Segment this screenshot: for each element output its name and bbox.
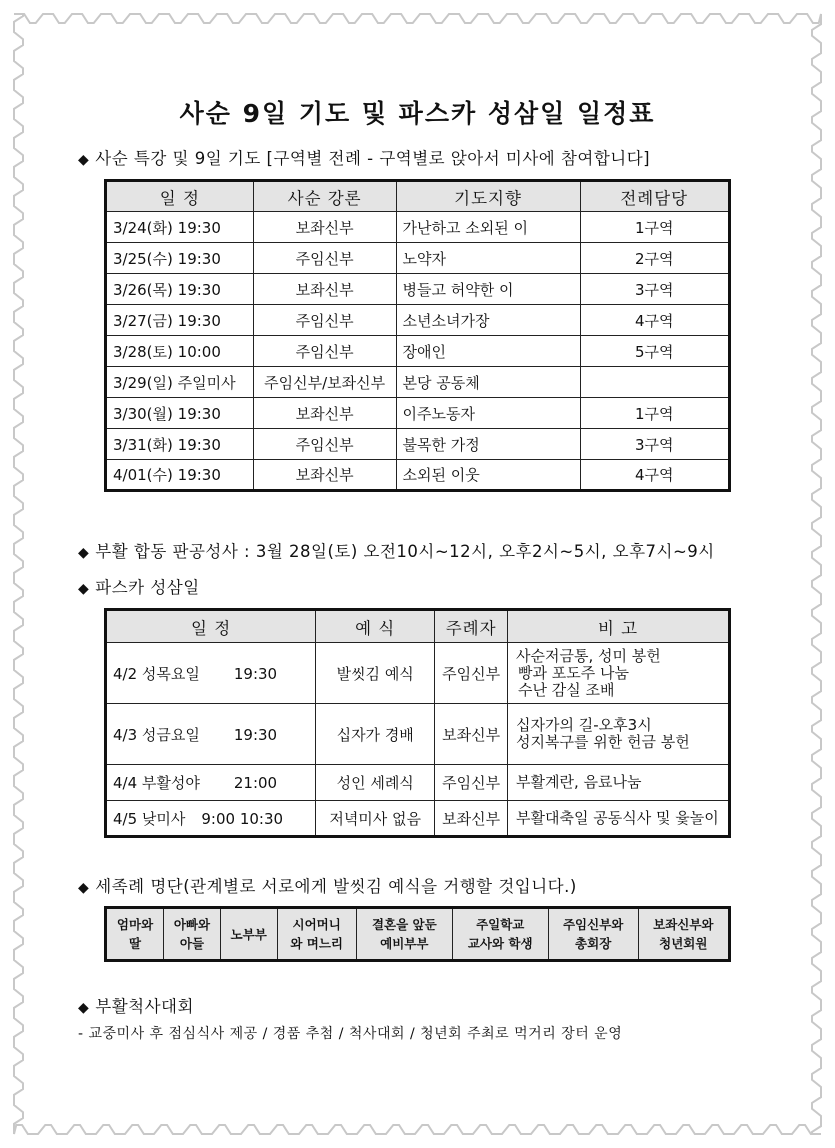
date-label: 4/3 성금요일	[113, 725, 200, 744]
pair-line: 시어머니	[292, 917, 341, 932]
cell-notes	[508, 801, 730, 837]
cell-celebrant: 보좌신부	[435, 801, 508, 837]
cell-date: 3/25(수) 19:30	[106, 243, 254, 274]
cell-lecturer: 주임신부/보좌신부	[253, 367, 396, 398]
column-header-date: 일 정	[106, 181, 254, 212]
cell-liturgy: 3구역	[580, 429, 730, 460]
cell-lecturer: 보좌신부	[253, 460, 396, 491]
cell-celebrant: 주임신부	[435, 765, 508, 801]
column-header-rite: 예 식	[316, 610, 435, 643]
table-row	[106, 305, 730, 336]
cell-intention: 소외된 이웃	[396, 460, 580, 491]
section-heading-text: 부활척사대회	[95, 997, 194, 1016]
cell-liturgy: 2구역	[580, 243, 730, 274]
cell-intention: 병들고 허약한 이	[396, 274, 580, 305]
diamond-bullet-icon: ◆	[78, 152, 90, 168]
pair-line: 청년회원	[659, 936, 708, 951]
pair-line: 아빠와	[173, 917, 211, 932]
cell-intention: 장애인	[396, 336, 580, 367]
column-header-notes: 비 고	[508, 610, 730, 643]
cell-date	[106, 643, 316, 704]
table-row	[106, 704, 730, 765]
note-line: 사순저금통, 성미 봉헌	[516, 646, 661, 665]
cell-intention: 본당 공동체	[396, 367, 580, 398]
cell-rite: 성인 세례식	[316, 765, 435, 801]
cell-lecturer: 주임신부	[253, 429, 396, 460]
table-row	[106, 765, 730, 801]
cell-intention: 이주노동자	[396, 398, 580, 429]
date-label: 4/4 부활성야	[113, 774, 200, 792]
cell-date	[106, 765, 316, 801]
yut-tournament-description: - 교중미사 후 점심식사 제공 / 경품 추첨 / 척사대회 / 청년회 주최로 먹거리 장터 운영	[78, 1026, 623, 1042]
table-row	[106, 801, 730, 837]
cell-intention: 가난하고 소외된 이	[396, 212, 580, 243]
foot-washing-pairs-table	[104, 906, 731, 962]
table-row	[106, 274, 730, 305]
pair-line: 예비부부	[380, 936, 429, 951]
section-heading-confession	[78, 538, 715, 562]
cell-notes	[508, 704, 730, 765]
cell-notes	[508, 765, 730, 801]
section-heading-foot-washing	[78, 873, 577, 897]
section-heading-text: 세족례 명단(관계별로 서로에게 발씻김 예식을 거행할 것입니다.)	[95, 877, 577, 896]
cell-rite: 발씻김 예식	[316, 643, 435, 704]
column-header-date: 일 정	[106, 610, 316, 643]
table-row	[106, 367, 730, 398]
cell-date	[106, 704, 316, 765]
cell-lecturer: 보좌신부	[253, 398, 396, 429]
pair-cell	[106, 908, 164, 961]
column-header-liturgy: 전례담당	[580, 181, 730, 212]
table-header-row	[106, 610, 730, 643]
note-line: 부활계란, 음료나눔	[516, 773, 642, 791]
column-header-lecturer: 사순 강론	[253, 181, 396, 212]
table-row	[106, 336, 730, 367]
novena-schedule-table	[104, 179, 731, 492]
cell-date: 3/26(목) 19:30	[106, 274, 254, 305]
pair-line: 보좌신부와	[653, 917, 714, 932]
cell-lecturer: 주임신부	[253, 336, 396, 367]
diamond-bullet-icon: ◆	[78, 545, 90, 561]
cell-date	[106, 801, 316, 837]
cell-intention: 소년소녀가장	[396, 305, 580, 336]
cell-date: 3/31(화) 19:30	[106, 429, 254, 460]
pair-line: 아들	[179, 936, 205, 951]
pair-cell	[277, 908, 356, 961]
section-heading-lent-lecture	[78, 145, 650, 169]
cell-celebrant: 보좌신부	[435, 704, 508, 765]
table-row	[106, 460, 730, 491]
cell-date: 3/29(일) 주일미사	[106, 367, 254, 398]
cell-liturgy: 1구역	[580, 398, 730, 429]
time-label: 19:30	[233, 725, 278, 744]
pair-line: 노부부	[230, 926, 267, 942]
note-line: 수난 감실 조배	[518, 680, 615, 699]
cell-liturgy	[580, 367, 730, 398]
cell-celebrant: 주임신부	[435, 643, 508, 704]
pair-line: 엄마와	[116, 917, 154, 932]
section-heading-text: 사순 특강 및 9일 기도 [구역별 전례 - 구역별로 앉아서 미사에 참여합니다]	[95, 149, 651, 168]
note-line: 빵과 포도주 나눔	[518, 663, 630, 682]
cell-date: 3/30(월) 19:30	[106, 398, 254, 429]
pair-line: 주임신부와	[562, 917, 624, 932]
cell-date: 4/01(수) 19:30	[106, 460, 254, 491]
cell-date: 3/24(화) 19:30	[106, 212, 254, 243]
pair-line: 결혼을 앞둔	[371, 917, 437, 932]
cell-rite: 십자가 경배	[316, 704, 435, 765]
pair-cell	[164, 908, 221, 961]
cell-liturgy: 1구역	[580, 212, 730, 243]
pair-cell	[452, 908, 548, 961]
table-row	[106, 243, 730, 274]
diamond-bullet-icon: ◆	[78, 581, 90, 597]
cell-lecturer: 보좌신부	[253, 274, 396, 305]
pair-cell	[220, 908, 277, 961]
column-header-intention: 기도지향	[396, 181, 580, 212]
cell-liturgy: 4구역	[580, 460, 730, 491]
time-label: 21:00	[233, 774, 278, 792]
cell-intention: 노약자	[396, 243, 580, 274]
pair-line: 주일학교	[476, 917, 525, 932]
pair-line: 딸	[129, 936, 142, 951]
pair-cell	[638, 908, 729, 961]
cell-liturgy: 4구역	[580, 305, 730, 336]
cell-lecturer: 주임신부	[253, 305, 396, 336]
section-heading-text: 부활 합동 판공성사 : 3월 28일(토) 오전10시~12시, 오후2시~5시, 오후7시~9시	[95, 542, 715, 561]
cell-lecturer: 보좌신부	[253, 212, 396, 243]
note-line: 성지복구를 위한 헌금 봉헌	[516, 733, 690, 751]
cell-date: 3/27(금) 19:30	[106, 305, 254, 336]
pair-cell	[356, 908, 452, 961]
pair-line: 총회장	[575, 936, 612, 951]
time-label: 9:00 10:30	[201, 809, 284, 828]
section-heading-yut-tournament	[78, 993, 194, 1017]
table-header-row	[106, 181, 730, 212]
date-label: 4/2 성목요일	[113, 664, 200, 683]
note-line: 십자가의 길-오후3시	[516, 716, 652, 734]
pair-line: 교사와 학생	[467, 936, 533, 951]
time-label: 19:30	[233, 664, 278, 683]
triduum-schedule-table	[104, 608, 731, 838]
cell-liturgy: 3구역	[580, 274, 730, 305]
cell-intention: 불목한 가정	[396, 429, 580, 460]
diamond-bullet-icon: ◆	[78, 880, 90, 896]
column-header-celebrant: 주례자	[435, 610, 508, 643]
section-heading-text: 파스카 성삼일	[95, 578, 200, 597]
section-heading-triduum	[78, 574, 200, 598]
table-row	[106, 643, 730, 704]
pair-line: 와 며느리	[290, 936, 344, 951]
cell-liturgy: 5구역	[580, 336, 730, 367]
note-line: 부활대축일 공동식사 및 윷놀이	[516, 808, 719, 827]
cell-date: 3/28(토) 10:00	[106, 336, 254, 367]
cell-lecturer: 주임신부	[253, 243, 396, 274]
pair-cell	[548, 908, 638, 961]
table-row	[106, 398, 730, 429]
date-label: 4/5 낮미사	[113, 809, 186, 828]
cell-notes	[508, 643, 730, 704]
cell-rite: 저녁미사 없음	[316, 801, 435, 837]
diamond-bullet-icon: ◆	[78, 1000, 90, 1016]
page-title: 사순 9일 기도 및 파스카 성삼일 일정표	[179, 99, 656, 128]
pairs-row	[106, 908, 730, 961]
table-row	[106, 212, 730, 243]
table-row	[106, 429, 730, 460]
